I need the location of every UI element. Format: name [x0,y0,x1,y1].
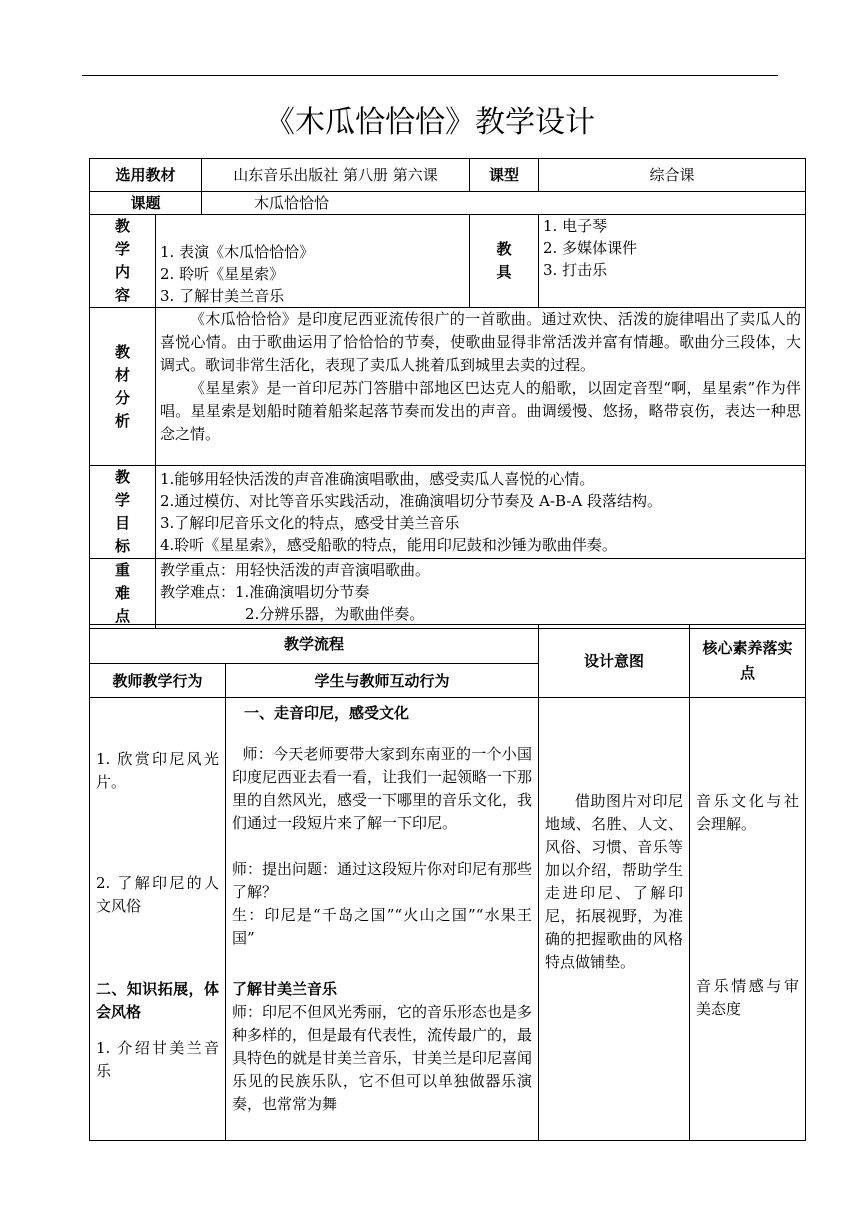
goal-item: 4.聆听《星星索》，感受船歌的特点，能用印尼鼓和沙锤为歌曲伴奏。 [160,536,617,554]
key-point: 2.分辨乐器，为歌曲伴奏。 [245,605,425,623]
topic-label: 课题 [90,192,202,215]
tool-item: 3. 打击乐 [543,261,608,279]
teacher-step: 1. 欣赏印尼风光片。 [96,750,219,791]
goal-item: 3.了解印尼音乐文化的特点，感受甘美兰音乐 [160,514,460,532]
flow-header: 教学流程 [90,625,539,664]
document-title: 《木瓜恰恰恰》教学设计 [265,105,595,140]
goal-item: 1.能够用轻快活泼的声音准确演唱歌曲，感受卖瓜人喜悦的心情。 [160,470,595,488]
content-item: 3. 了解甘美兰音乐 [160,287,285,305]
design-intent-text: 借助图片对印尼地域、名胜、人文、风俗、习惯、音乐等加以介绍，帮助学生走进印尼、了解印尼，拓展视野，为准确的把握歌曲的风格特点做铺垫。 [545,792,684,971]
core-literacy-item: 音乐文化与社会理解。 [696,792,800,833]
tool-item: 2. 多媒体课件 [543,239,638,257]
analysis-paragraph: 《木瓜恰恰恰》是印度尼西亚流传很广的一首歌曲。通过欢快、活泼的旋律唱出了卖瓜人的喜悦心情。由于歌曲运用了恰恰恰的节奏，使歌曲显得非常活泼并富有情趣。歌曲分三段体，大调式。歌词非常生活化，表现了卖瓜人挑着瓜到城里去卖的过程。 [160,310,802,374]
interaction-paragraph: 师：今天老师要带大家到东南亚的一个小国印度尼西亚去看一看，让我们一起领略一下那里的自然风光，感受一下哪里的音乐文化，我们通过一段短片来了解一下印尼。 [232,745,533,832]
topic-value: 木瓜恰恰恰 [202,192,806,215]
analysis-label: 教 材 分 析 [90,308,156,466]
interaction-paragraph: 生：印尼是“千岛之国”“火山之国”“水果王国” [232,906,533,947]
core-literacy-item: 音乐情感与审美态度 [696,977,800,1018]
interaction-section-heading: 一、走音印尼，感受文化 [244,704,410,722]
key-points-label: 重 难 点 [90,559,156,629]
key-points-list [156,559,806,629]
teaching-flow-table [89,624,806,1141]
core-literacy-header: 核心素养落实点 [690,625,806,698]
goals-list [156,466,806,559]
teacher-step: 2. 了解印尼的人文风俗 [96,874,219,915]
design-intent-header: 设计意图 [539,625,690,698]
content-item: 2. 聆听《星星索》 [160,265,285,283]
key-point: 教学难点：1.准确演唱切分节奏 [160,583,370,601]
teacher-behavior-column [90,698,226,1141]
analysis-paragraph: 《星星索》是一首印尼苏门答腊中部地区巴达克人的船歌，以固定音型“啊，星星索”作为伴唱。星星索是划船时随着船桨起落节奏而发出的声音。曲调缓慢、悠扬，略带哀伤，表达一种思念之情。 [160,379,802,443]
key-point: 教学重点：用轻快活泼的声音演唱歌曲。 [160,561,431,579]
content-label: 教 学 内 容 [90,215,156,308]
tool-item: 1. 电子琴 [543,217,608,235]
design-intent-column [539,698,690,1141]
lesson-type-label: 课型 [470,159,539,192]
content-list [156,215,470,308]
interaction-paragraph: 师：印尼不但风光秀丽，它的音乐形态也是多种多样的，但是最有代表性，流传最广的，最具特色的就是甘美兰音乐，甘美兰是印尼喜闻乐见的民族乐队，它不但可以单独做器乐演奏，也常常为舞 [232,1003,533,1113]
lesson-info-table [89,158,806,629]
core-literacy-column [690,698,806,1141]
interaction-header: 学生与教师互动行为 [226,664,539,698]
interaction-column [226,698,539,1141]
teacher-step: 1. 介绍甘美兰音乐 [96,1039,219,1080]
tools-label: 教 具 [470,215,539,308]
interaction-paragraph: 师：提出问题：通过这段短片你对印尼有那些了解？ [232,860,533,901]
interaction-section-heading: 了解甘美兰音乐 [232,980,338,998]
content-item: 1. 表演《木瓜恰恰恰》 [160,243,315,261]
page-header-rule [82,75,778,76]
analysis-text [156,308,806,466]
material-value: 山东音乐出版社 第八册 第六课 [202,159,470,192]
teacher-behavior-header: 教师教学行为 [90,664,226,698]
lesson-type-value: 综合课 [539,159,806,192]
goals-label: 教 学 目 标 [90,466,156,559]
goal-item: 2.通过模仿、对比等音乐实践活动，准确演唱切分节奏及 A-B-A 段落结构。 [160,492,662,510]
teacher-section-heading: 二、知识拓展，体会风格 [96,980,219,1021]
tools-list [539,215,806,308]
material-label: 选用教材 [90,159,202,192]
